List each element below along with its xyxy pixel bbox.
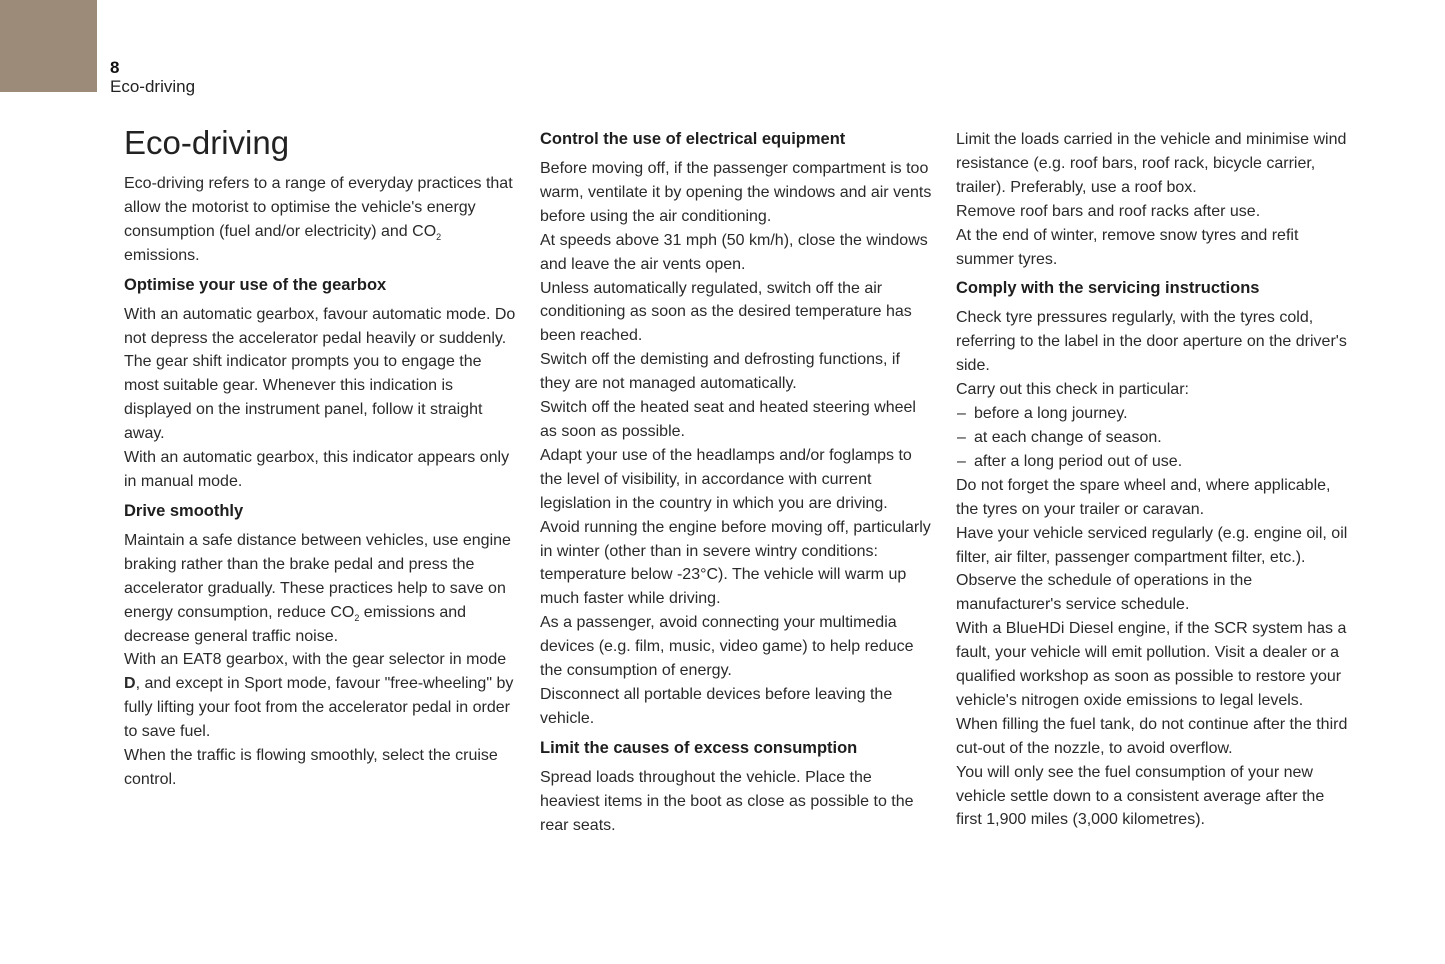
paragraph: Do not forget the spare wheel and, where applicable, the tyres on your trailer or caravan.	[956, 476, 1331, 518]
paragraph: Unless automatically regulated, switch off the air conditioning as soon as the desired temperature has been reached.	[540, 279, 912, 345]
paragraph: With an automatic gearbox, favour automatic mode. Do not depress the accelerator pedal heavily or suddenly.	[124, 305, 516, 347]
paragraph: Adapt your use of the headlamps and/or foglamps to the level of visibility, in accordance with current legislation in the country in which you are driving.	[540, 446, 912, 512]
paragraph: Maintain a safe distance between vehicles, use engine braking rather than the brake pedal and press the accelerator gradually. These practices help to save on energy consumption, reduce $CO_2$ emissions and decrease general traffic noise.	[124, 531, 511, 645]
check-list	[956, 402, 1348, 474]
paragraph: As a passenger, avoid connecting your multimedia devices (e.g. film, music, video game) to help reduce the consumption of energy.	[540, 614, 914, 680]
paragraph: Before moving off, if the passenger compartment is too warm, ventilate it by opening the windows and air vents before using the air conditioning.	[540, 160, 932, 225]
column-3	[956, 125, 1348, 832]
paragraph: The gear shift indicator prompts you to engage the most suitable gear. Whenever this indication is displayed on the instrument panel, follow it straight away.	[124, 353, 483, 443]
paragraph: Carry out this check in particular:	[956, 381, 1189, 399]
page-number: 8	[110, 58, 120, 77]
paragraph: With an automatic gearbox, this indicator appears only in manual mode.	[124, 449, 510, 490]
heading-excess-consumption: Limit the causes of excess consumption	[540, 738, 858, 757]
list-item: – after a long period out of use.	[956, 450, 1348, 474]
section-label: Eco-driving	[110, 77, 196, 96]
paragraph: With an EAT8 gearbox, with the gear selector in mode D, and except in Sport mode, favour "free-wheeling" by fully lifting your foot from the accelerator pedal in order to save fuel.	[124, 651, 514, 741]
paragraph: Spread loads throughout the vehicle. Place the heaviest items in the boot as close as possible to the rear seats.	[540, 768, 914, 834]
list-item: – at each change of season.	[956, 426, 1348, 450]
column-2	[540, 125, 932, 837]
paragraph: With a BlueHDi Diesel engine, if the SCR system has a fault, your vehicle will emit pollution. Visit a dealer or a qualified workshop as soon as possible to restore your vehicle's nitrogen oxide emissions to legal levels.	[956, 620, 1347, 709]
paragraph: At speeds above 31 mph (50 km/h), close the windows and leave the air vents open.	[540, 231, 928, 273]
heading-servicing: Comply with the servicing instructions	[956, 279, 1260, 298]
paragraph: Switch off the demisting and defrosting functions, if they are not managed automatically.	[540, 351, 900, 393]
paragraph: When filling the fuel tank, do not continue after the third cut-out of the nozzle, to avoid overflow.	[956, 715, 1348, 757]
paragraph: At the end of winter, remove snow tyres and refit summer tyres.	[956, 226, 1299, 268]
column-1	[124, 125, 516, 792]
intro-paragraph: Eco-driving refers to a range of everyday practices that allow the motorist to optimise the vehicle's energy consumption (fuel and/or electricity) and $CO_2$ emissions.	[124, 175, 513, 264]
paragraph: Disconnect all portable devices before leaving the vehicle.	[540, 685, 893, 727]
paragraph: When the traffic is flowing smoothly, select the cruise control.	[124, 747, 498, 788]
section-tab-block	[0, 0, 97, 92]
list-item: – before a long journey.	[956, 402, 1348, 426]
paragraph: Limit the loads carried in the vehicle and minimise wind resistance (e.g. roof bars, roof rack, bicycle carrier, trailer). Preferably, use a roof box.	[956, 131, 1347, 196]
paragraph: You will only see the fuel consumption of your new vehicle settle down to a consistent average after the first 1,900 miles (3,000 kilometres).	[956, 763, 1325, 829]
heading-electrical-equipment: Control the use of electrical equipment	[540, 130, 846, 148]
paragraph: Switch off the heated seat and heated steering wheel as soon as possible.	[540, 399, 916, 440]
paragraph: Avoid running the engine before moving off, particularly in winter (other than in severe wintry conditions: temperature below -23°C). The vehicle will warm up much faster while driving.	[540, 518, 931, 608]
paragraph: Check tyre pressures regularly, with the tyres cold, referring to the label in the door aperture on the driver's side.	[956, 309, 1347, 375]
page-title: Eco-driving	[124, 124, 290, 161]
paragraph: Remove roof bars and roof racks after use.	[956, 202, 1261, 220]
heading-drive-smoothly: Drive smoothly	[124, 501, 244, 520]
heading-gearbox: Optimise your use of the gearbox	[124, 275, 387, 294]
paragraph: Have your vehicle serviced regularly (e.g. engine oil, oil filter, air filter, passenger compartment filter, etc.). Observe the schedule of operations in the manufacturer's service schedule.	[956, 524, 1348, 614]
